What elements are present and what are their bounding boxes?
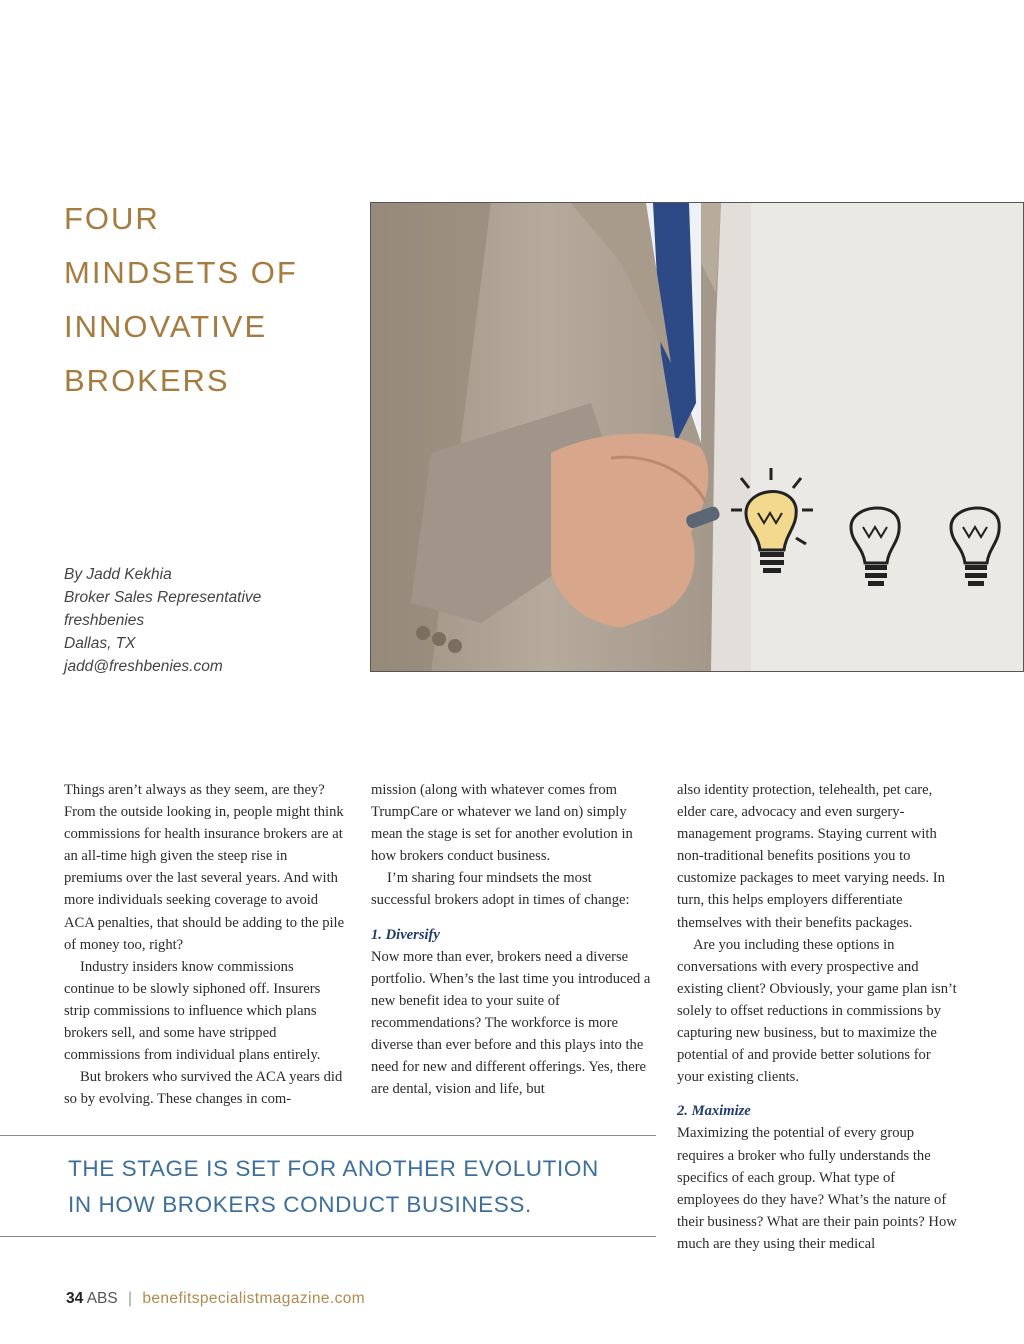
section-heading: 1. Diversify <box>371 926 440 943</box>
title-line: INNOVATIVE <box>64 309 268 344</box>
byline-company: freshbenies <box>64 612 145 629</box>
title-line: BROKERS <box>64 363 230 398</box>
paragraph: Maximizing the potential of every group requires a broker who fully understands the specifics of each group. What type of employees do they have? What’s the nature of their business? What are their pain points? How much are they using their medical <box>677 1125 957 1252</box>
paragraph: I’m sharing four mindsets the most successful brokers adopt in times of change: <box>371 870 630 909</box>
body-column-3 <box>677 779 960 1255</box>
pullquote-bottom-rule <box>0 1236 656 1237</box>
article-title <box>64 192 354 408</box>
paragraph: Now more than ever, brokers need a diverse portfolio. When’s the last time you introduced a new benefit idea to your suite of recommendations? The workforce is more diverse than ever before and this plays into the need for new and different offerings. Yes, there are dental, vision and life, but <box>371 948 651 1098</box>
byline-location: Dallas, TX <box>64 635 136 652</box>
website-link[interactable]: benefitspecialistmagazine.com <box>142 1290 366 1307</box>
byline-author: By Jadd Kekhia <box>64 566 172 583</box>
paragraph: Industry insiders know commissions continue to be slowly siphoned off. Insurers strip commissions to influence which plans brokers sell, and some have stripped commissions from individual plans entirely. <box>64 958 321 1064</box>
body-column-1 <box>64 779 346 1110</box>
paragraph: mission (along with whatever comes from TrumpCare or whatever we land on) simply mean the stage is set for another evolution in how brokers conduct business. <box>371 782 633 865</box>
title-line: FOUR <box>64 201 160 236</box>
pullquote <box>68 1151 648 1223</box>
businessman-drawing-lightbulbs-illustration <box>371 203 1024 672</box>
paragraph: also identity protection, telehealth, pet care, elder care, advocacy and even surgery-management programs. Staying current with non-traditional benefits positions you to customize packages to meet varying needs. In turn, this helps employers differentiate themselves with their benefits packages. <box>677 782 945 931</box>
page-footer <box>66 1290 365 1308</box>
hero-image <box>370 202 1024 672</box>
paragraph: Are you including these options in conversations with every prospective and existing client? Obviously, your game plan isn’t solely to offset reductions in commissions by capturing new business, but to maximize the potential of and provide better solutions for your existing clients. <box>677 936 957 1086</box>
pullquote-top-rule <box>0 1135 656 1136</box>
paragraph: But brokers who survived the ACA years did so by evolving. These changes in com- <box>64 1069 343 1108</box>
byline <box>64 563 261 678</box>
title-line: MINDSETS OF <box>64 255 298 290</box>
pullquote-line: IN HOW BROKERS CONDUCT BUSINESS. <box>68 1192 532 1217</box>
paragraph: Things aren’t always as they seem, are they? From the outside looking in, people might think commissions for health insurance brokers are at an all-time high given the steep rise in premiums over the last several years. And with more individuals seeking coverage to avoid ACA penalties, that should be adding to the pile of money too, right? <box>64 782 345 953</box>
section-heading: 2. Maximize <box>677 1103 751 1120</box>
pullquote-line: THE STAGE IS SET FOR ANOTHER EVOLUTION <box>68 1156 599 1181</box>
byline-role: Broker Sales Representative <box>64 589 262 606</box>
byline-email[interactable]: jadd@freshbenies.com <box>64 658 223 675</box>
body-column-2 <box>371 779 653 1100</box>
spacer <box>677 1088 960 1100</box>
footer-separator: | <box>128 1290 133 1307</box>
spacer <box>371 912 653 924</box>
magazine-name: ABS <box>86 1290 118 1307</box>
page-number: 34 <box>66 1290 84 1307</box>
